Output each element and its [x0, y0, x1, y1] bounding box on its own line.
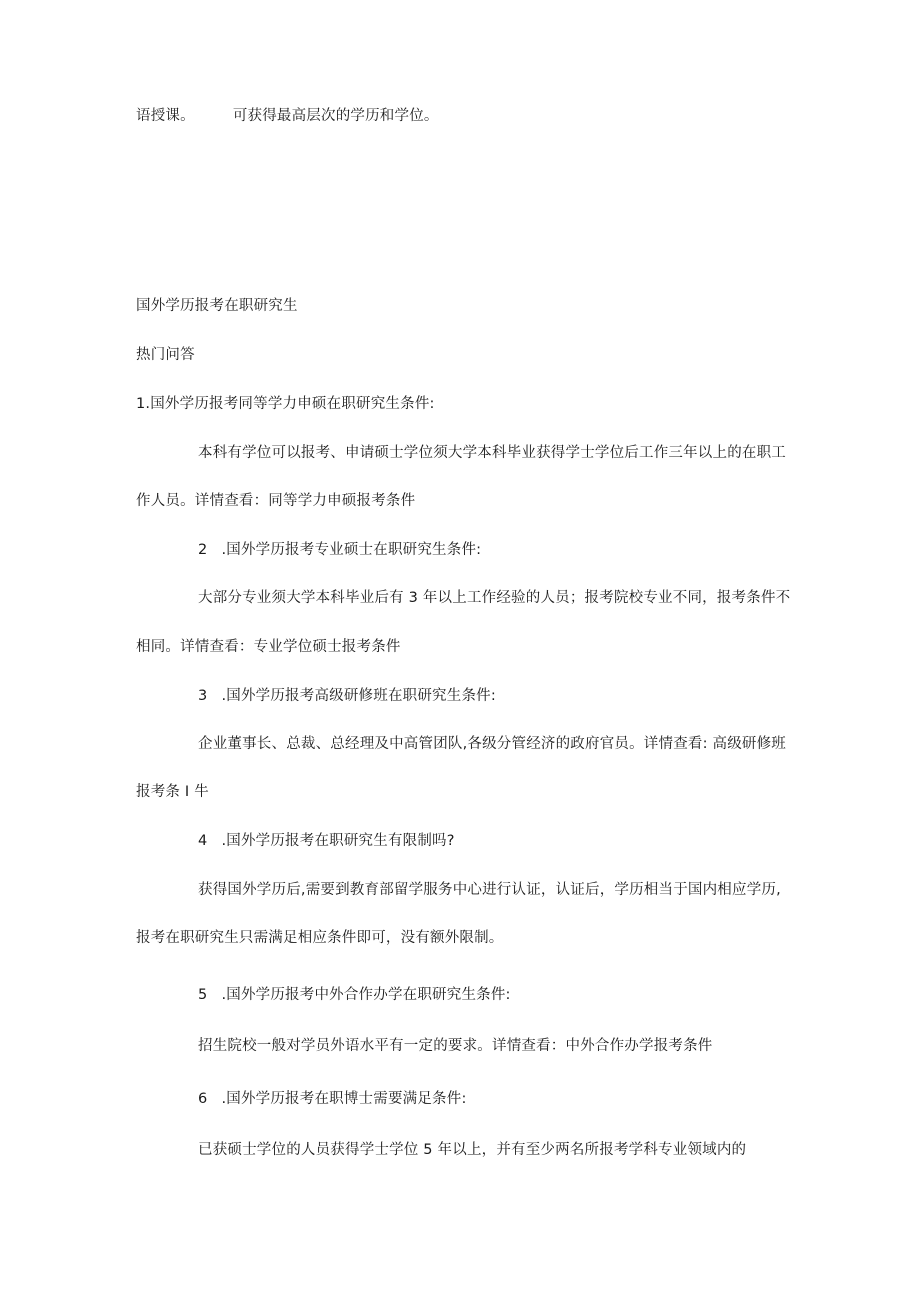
answer-4-line-2: 报考在职研究生只需满足相应条件即可，没有额外限制。 [136, 930, 504, 946]
question-5-number: 5 [198, 987, 208, 1003]
answer-4-line-1: 获得国外学历后,需要到教育部留学服务中心进行认证，认证后，学历相当于国内相应学历, [198, 882, 781, 898]
answer-1-line-2: 作人员。详情查看：同等学力申硕报考条件 [136, 493, 416, 509]
question-6-number: 6 [198, 1091, 208, 1107]
answer-5-line-1: 招生院校一般对学员外语水平有一定的要求。详情查看：中外合作办学报考条件 [198, 1038, 713, 1054]
question-2-number: 2 [198, 542, 208, 558]
top-line-part2: 可获得最高层次的学历和学位。 [232, 108, 439, 124]
subtitle: 热门问答 [136, 347, 195, 363]
question-3 [198, 686, 496, 706]
question-6 [198, 1089, 467, 1109]
answer-2-line-1: 大部分专业须大学本科毕业后有 3 年以上工作经验的人员；报考院校专业不同，报考条件不 [198, 590, 791, 606]
question-4 [198, 831, 455, 851]
question-5-text: .国外学历报考中外合作办学在职研究生条件: [221, 987, 511, 1003]
answer-3-line-1: 企业董事长、总裁、总经理及中高管团队,各级分管经济的政府官员。详情查看: 高级研修班 [198, 736, 786, 752]
answer-2-line-2: 相同。详情查看：专业学位硕士报考条件 [136, 639, 401, 655]
answer-3-line-2: 报考条 I 牛 [136, 784, 209, 800]
question-4-text: .国外学历报考在职研究生有限制吗? [221, 833, 455, 849]
answer-1-line-1: 本科有学位可以报考、申请硕士学位须大学本科毕业获得学士学位后工作三年以上的在职工 [198, 445, 786, 461]
question-2 [198, 540, 481, 560]
section-title: 国外学历报考在职研究生 [136, 298, 298, 314]
question-5 [198, 985, 511, 1005]
question-6-text: .国外学历报考在职博士需要满足条件: [221, 1091, 467, 1107]
top-line [136, 106, 439, 126]
question-1: 1.国外学历报考同等学力申硕在职研究生条件: [136, 396, 435, 412]
question-4-number: 4 [198, 833, 208, 849]
answer-6-line-1: 已获硕士学位的人员获得学士学位 5 年以上，并有至少两名所报考学科专业领域内的 [198, 1142, 747, 1158]
question-2-text: .国外学历报考专业硕士在职研究生条件: [221, 542, 482, 558]
question-3-number: 3 [198, 688, 208, 704]
top-line-part1: 语授课。 [136, 108, 195, 124]
question-3-text: .国外学历报考高级研修班在职研究生条件: [221, 688, 496, 704]
